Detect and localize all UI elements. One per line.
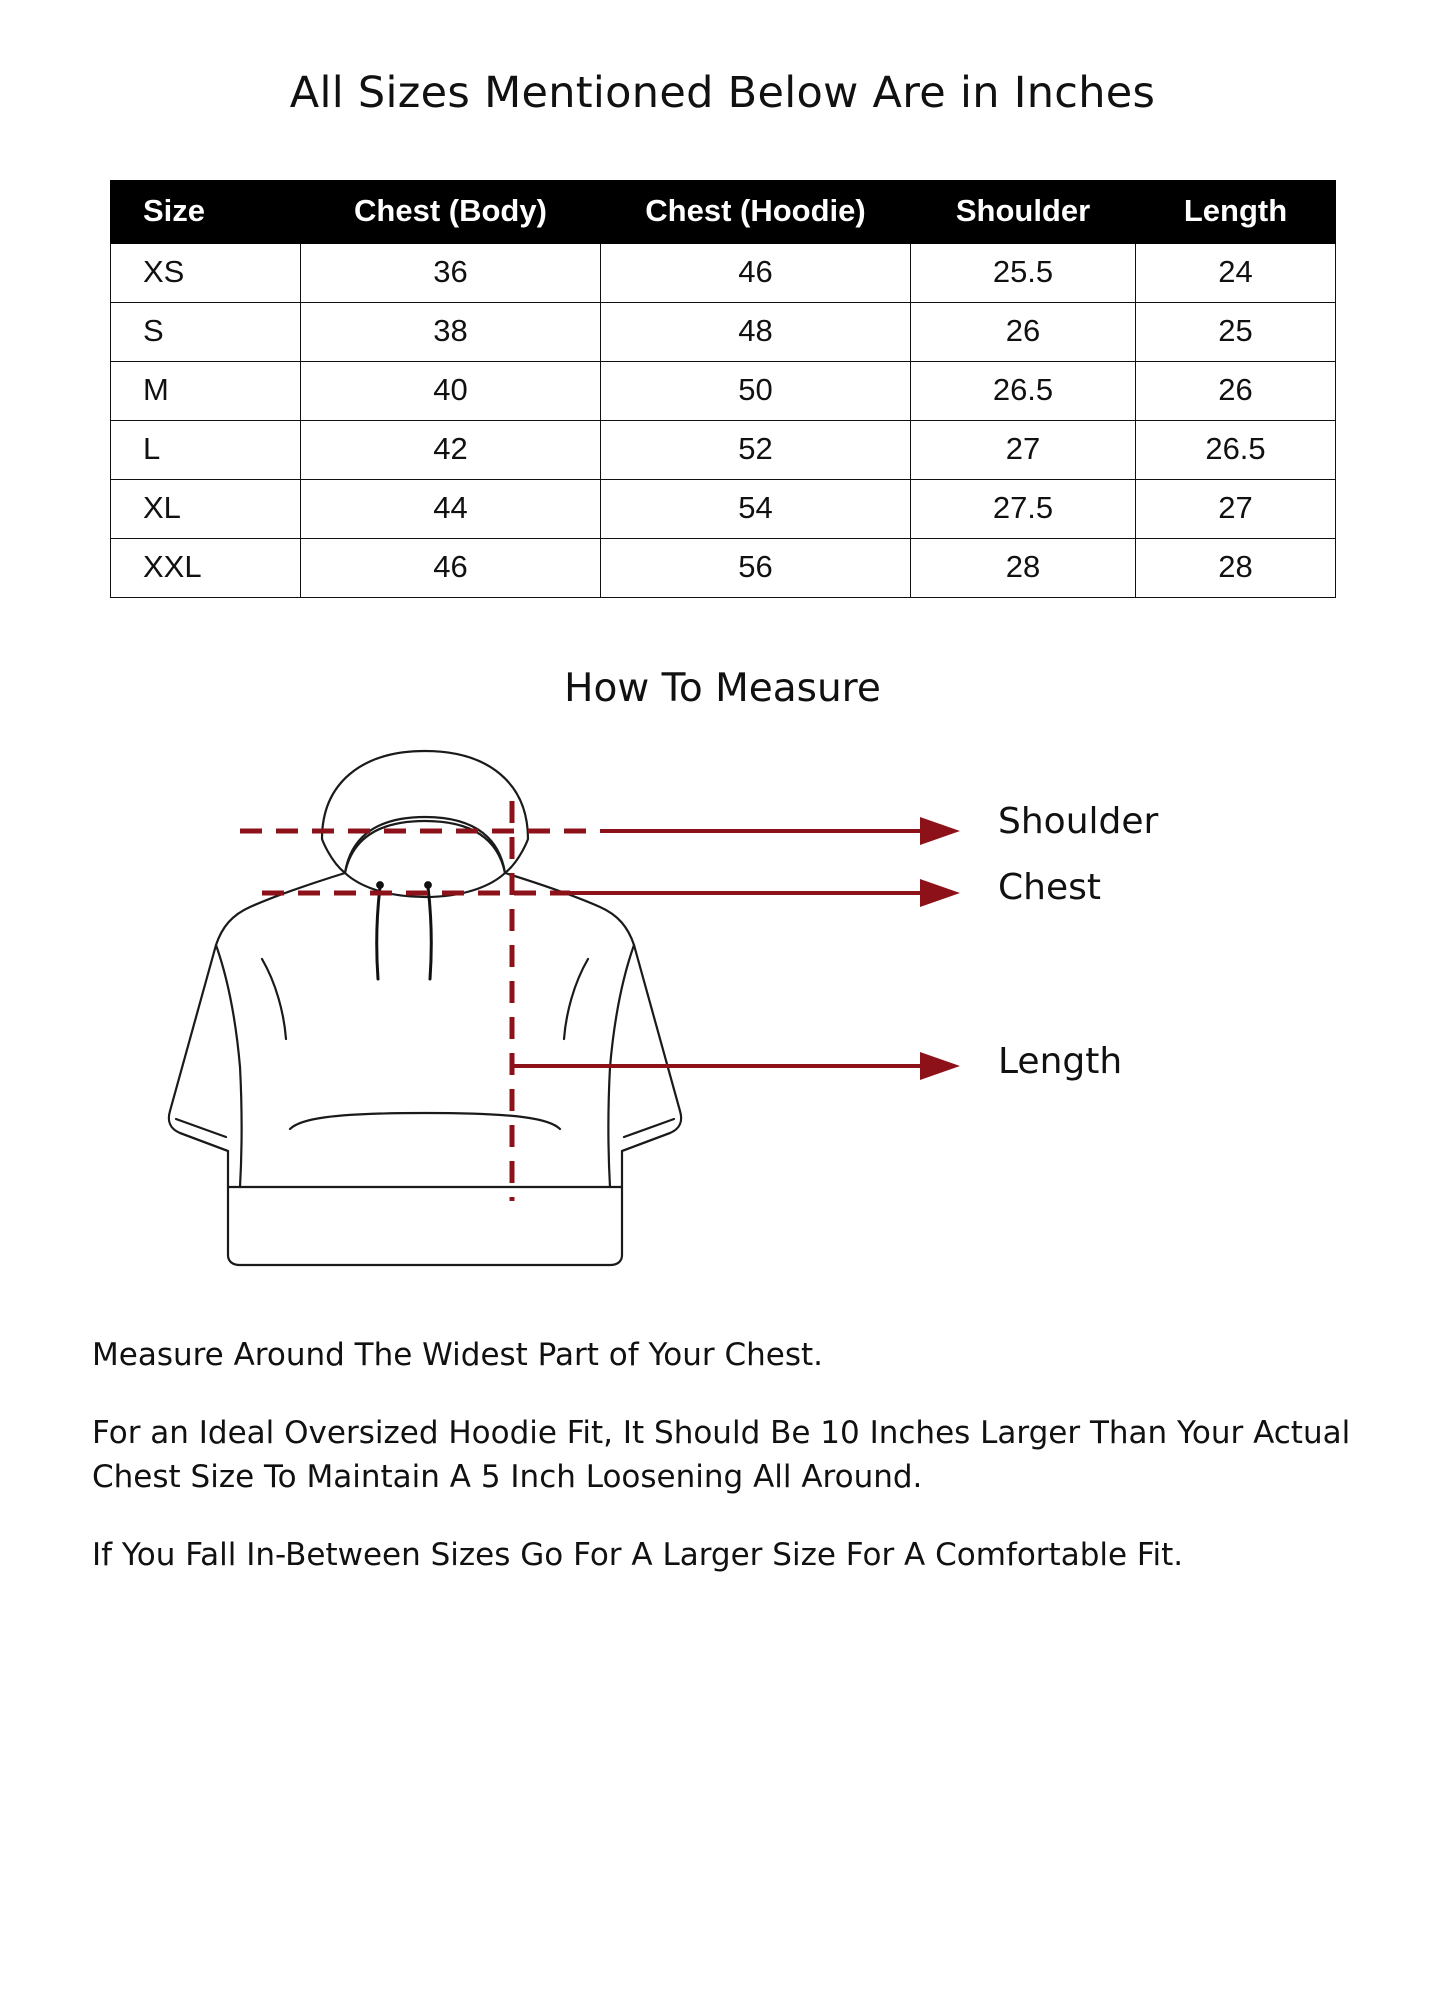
table-row [111, 362, 1336, 421]
cell-size: S [111, 303, 301, 362]
cell-chest-body: 46 [301, 539, 601, 598]
table-row [111, 244, 1336, 303]
cell-length: 24 [1136, 244, 1336, 303]
table-header-row [111, 181, 1336, 244]
size-table-body [111, 244, 1336, 598]
cell-length: 26 [1136, 362, 1336, 421]
cell-size: XXL [111, 539, 301, 598]
measurement-diagram [0, 721, 1445, 1281]
cell-chest-body: 42 [301, 421, 601, 480]
cell-chest-hoodie: 52 [601, 421, 911, 480]
chest-arrow-head-icon [920, 879, 960, 907]
notes-section [0, 1333, 1445, 1577]
note-in-between-sizes: If You Fall In-Between Sizes Go For A Larger Size For A Comfortable Fit. [92, 1537, 1184, 1574]
cell-length: 27 [1136, 480, 1336, 539]
column-header-chest-body: Chest (Body) [301, 181, 601, 244]
cell-shoulder: 25.5 [911, 244, 1136, 303]
size-table [110, 180, 1336, 598]
size-table-head [111, 181, 1336, 244]
cell-chest-hoodie: 50 [601, 362, 911, 421]
cell-chest-body: 40 [301, 362, 601, 421]
page-title: All Sizes Mentioned Below Are in Inches [289, 68, 1156, 118]
note-chest-measure: Measure Around The Widest Part of Your Chest. [92, 1337, 824, 1373]
cell-length: 25 [1136, 303, 1336, 362]
cell-size: L [111, 421, 301, 480]
cell-chest-body: 44 [301, 480, 601, 539]
table-row [111, 421, 1336, 480]
table-row [111, 539, 1336, 598]
length-arrow-head-icon [920, 1052, 960, 1080]
diagram-label-chest: Chest [998, 867, 1101, 908]
cell-chest-hoodie: 46 [601, 244, 911, 303]
cell-chest-hoodie: 48 [601, 303, 911, 362]
column-header-chest-hoodie: Chest (Hoodie) [601, 181, 911, 244]
hoodie-outline-icon [169, 751, 681, 1265]
cell-size: XL [111, 480, 301, 539]
note-oversized-fit: For an Ideal Oversized Hoodie Fit, It Should Be 10 Inches Larger Than Your Actual Chest Size To Maintain A 5 Inch Loosening All Around. [92, 1415, 1351, 1496]
cell-shoulder: 26 [911, 303, 1136, 362]
cell-shoulder: 27 [911, 421, 1136, 480]
column-header-size: Size [111, 181, 301, 244]
column-header-length: Length [1136, 181, 1336, 244]
table-row [111, 480, 1336, 539]
column-header-shoulder: Shoulder [911, 181, 1136, 244]
table-row [111, 303, 1336, 362]
cell-chest-body: 38 [301, 303, 601, 362]
hoodie-diagram-svg [0, 721, 1445, 1281]
cell-shoulder: 26.5 [911, 362, 1136, 421]
cell-chest-hoodie: 54 [601, 480, 911, 539]
section-title-how-to-measure: How To Measure [564, 666, 881, 711]
cell-size: XS [111, 244, 301, 303]
size-table-container [110, 180, 1335, 598]
cell-size: M [111, 362, 301, 421]
cell-shoulder: 28 [911, 539, 1136, 598]
cell-length: 26.5 [1136, 421, 1336, 480]
cell-chest-hoodie: 56 [601, 539, 911, 598]
cell-chest-body: 36 [301, 244, 601, 303]
cell-length: 28 [1136, 539, 1336, 598]
diagram-label-shoulder: Shoulder [998, 801, 1159, 842]
shoulder-arrow-head-icon [920, 817, 960, 845]
diagram-label-length: Length [998, 1041, 1123, 1082]
cell-shoulder: 27.5 [911, 480, 1136, 539]
